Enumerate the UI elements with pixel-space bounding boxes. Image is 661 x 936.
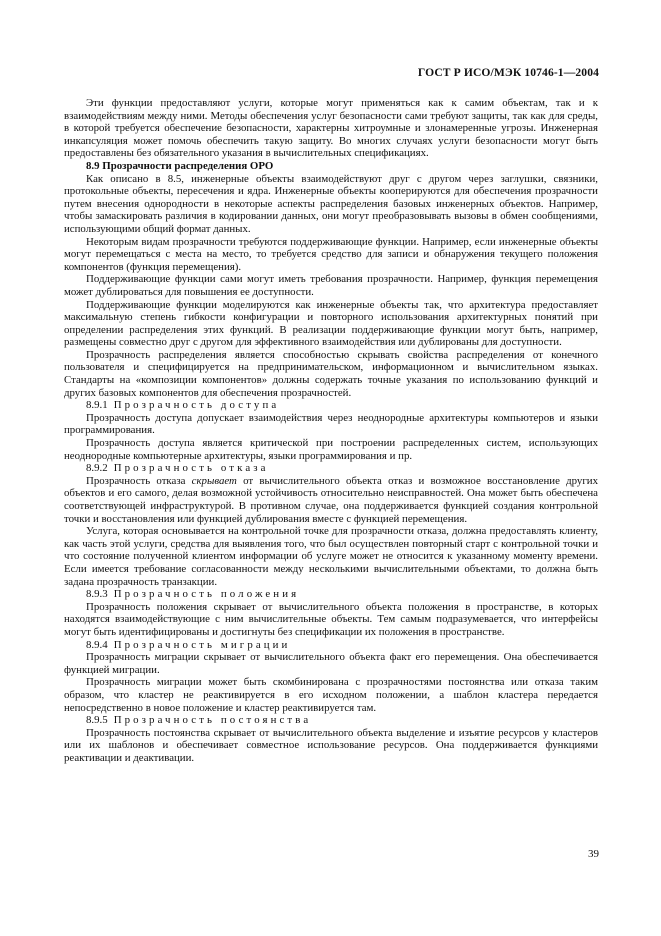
paragraph: Прозрачность положения скрывает от вычислительного объекта положения в пространстве, в которых находятся взаимодействующие с ним вычислительные объекты. Тем самым подразумевается, что интерфейсы могут быть идентифицированы и достигнуты без спецификации их положения в пространстве. [64,600,598,638]
paragraph: Прозрачность миграции может быть скомбинирована с прозрачностями постоянства или отказа таким образом, что кластер не реактивируется в его исходном положении, а шаблон кластера передается непосредственно в новое положение и кластер реактивируется там. [64,676,598,714]
subsection-heading [64,399,598,412]
paragraph: Прозрачность распределения является способностью скрывать свойства распределения от конечного пользователя и специфицируется на предпринимательском, информационном и вычислительном языках. Стандарты на «композиции компонентов» должны содержать точные указания по использованию функций и других базовых компонентов для обеспечения прозрачностей. [64,348,598,399]
subsection-number: 8.9.1 [86,399,108,412]
subsection-title: Прозрачность положения [113,588,300,601]
section-heading: 8.9 Прозрачности распределения ОРО [86,159,274,172]
subsection-heading [64,714,598,727]
subsection-number: 8.9.4 [86,638,108,651]
subsection-heading [64,462,598,475]
page-number: 39 [588,848,599,860]
paragraph: Прозрачность миграции скрывает от вычислительного объекта факт его перемещения. Она обеспечивается функцией миграции. [64,651,598,676]
document-header: ГОСТ Р ИСО/МЭК 10746-1—2004 [417,66,599,79]
subsection-heading [64,588,598,601]
paragraph: Прозрачность доступа является критической при построении распределенных систем, использующих неоднородные компьютерные архитектуры, языки программирования и пр. [64,437,598,462]
emphasis: скрывает [191,474,237,487]
paragraph: Поддерживающие функции сами могут иметь требования прозрачности. Например, функция перемещения может дублироваться для повышения ее доступности. [64,273,598,298]
subsection-title: Прозрачность миграции [113,638,291,651]
subsection-title: Прозрачность постоянства [113,714,312,727]
paragraph: Прозрачность доступа допускает взаимодействия через неоднородные архитектуры компьютеров и языки программирования. [64,411,598,437]
paragraph: Прозрачность отказа скрывает от вычислительного объекта отказ и возможное восстановление других объектов и его самого, делая возможной устойчивость относительно неисправностей. Она может быть обеспечена соответствующей инфраструктурой. В противном случае, она поддерживается функцией создания контрольной точки и восстановления или функцией дублирования вместе с функцией перемещения. [64,474,598,525]
subsection-title: Прозрачность отказа [113,462,269,475]
paragraph: Прозрачность постоянства скрывает от вычислительного объекта выделение и изъятие ресурсов у кластеров или их шаблонов и обеспечивает совместное использование ресурсов. Она поддерживается функциями реактивации и деактивации. [64,726,598,764]
page-body [64,97,598,764]
subsection-number: 8.9.2 [86,462,108,475]
paragraph: Услуга, которая основывается на контрольной точке для прозрачности отказа, должна предоставлять клиенту, как часть этой услуги, средства для выявления того, что был осуществлен повторный старт с контрольной точки и что состояние полученной клиентом информации об услуге может не относится к указанному моменту времени. Если имеется требование согласованности между несколькими вычислительными объектами, то должна быть задана прозрачность транзакции. [64,525,598,588]
subsection-title: Прозрачность доступа [113,399,280,412]
paragraph: Эти функции предоставляют услуги, которые могут применяться как к самим объектам, так и к взаимодействиям между ними. Методы обеспечения услуг безопасности сами требуют защиты, так как для среды, в которой требуется обеспечение безопасности, характерны хитроумные и злонамеренные угрозы. Инженерная инкапсуляция может помочь обеспечить такую защиту. Во многих случаях услуги безопасности могут быть предоставлены без обязательного указания в вычислительных спецификациях. [64,97,598,160]
paragraph: Поддерживающие функции моделируются как инженерные объекты так, что архитектура предоставляет максимальную степень гибкости конфигурации и повторного использования архитектурных понятий при определении распределения этих функций. В реализации поддерживающие функции могут быть, например, размещены совместно друг с другом для эффективного взаимодействия или дублированы для доступности. [64,298,598,349]
paragraph: Как описано в 8.5, инженерные объекты взаимодействуют друг с другом через заглушки, связники, протокольные объекты, пересечения и ядра. Инженерные объекты кооперируются для обеспечения прозрачности путем внесения однородности в некоторые аспекты распределения базовых инженерных объектов. Например, чтобы замаскировать различия в кодировании данных, они могут преобразовывать вызовы в обмен сообщениями, использующими общий формат данных. [64,172,598,235]
subsection-heading [64,639,598,652]
subsection-number: 8.9.5 [86,714,108,727]
subsection-number: 8.9.3 [86,588,108,601]
paragraph: Некоторым видам прозрачности требуются поддерживающие функции. Например, если инженерные объекты могут перемещаться с места на место, то требуется средство для записи и обнаружения текущего положения компонентов (функция перемещения). [64,235,598,273]
